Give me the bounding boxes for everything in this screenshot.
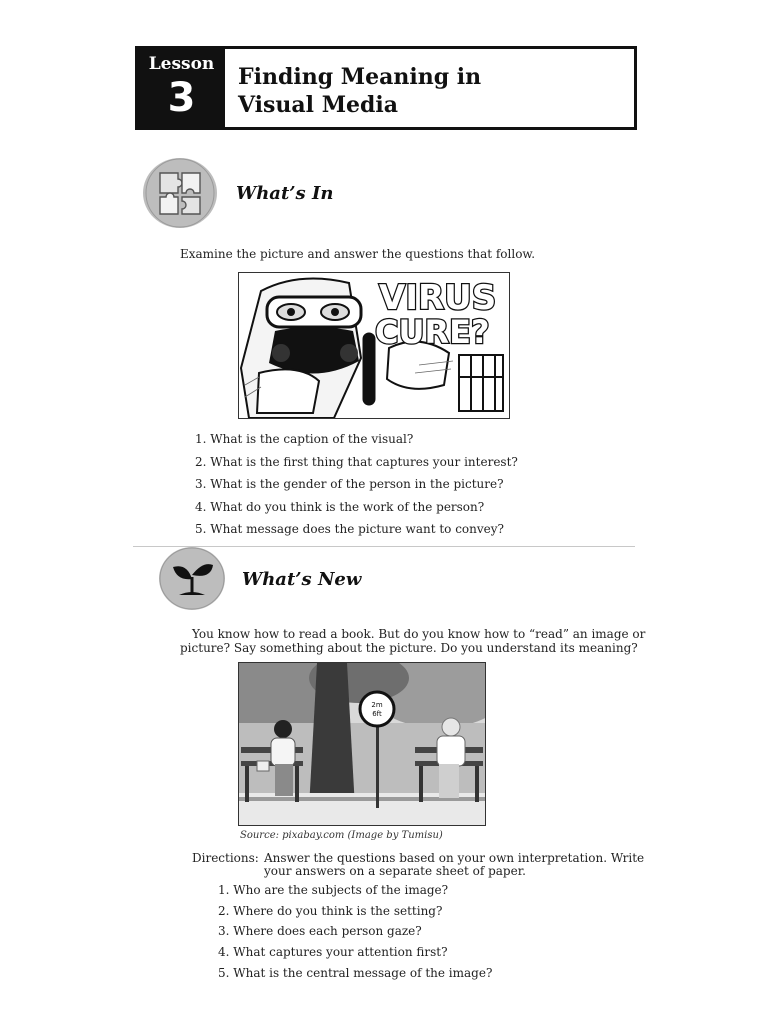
whats-in-title: What’s In xyxy=(236,183,334,204)
virus-cure-illustration xyxy=(238,272,510,419)
list-item: 1. Who are the subjects of the image? xyxy=(218,883,449,897)
lesson-title xyxy=(238,63,628,119)
whats-in-instruction: Examine the picture and answer the questions that follow. xyxy=(180,247,536,261)
lesson-title-line2: Visual Media xyxy=(238,92,399,118)
list-item: 3. Where does each person gaze? xyxy=(218,924,422,939)
lesson-label: Lesson xyxy=(148,54,215,74)
distance-sign-text-1: 2m xyxy=(371,701,383,709)
cure-text: CURE? xyxy=(375,313,490,351)
whats-in-questions xyxy=(195,430,615,543)
sprout-icon xyxy=(159,547,225,610)
lesson-title-line1: Finding Meaning in xyxy=(238,64,482,90)
list-item: 4. What captures your attention first? xyxy=(218,945,448,960)
park-photo xyxy=(238,662,486,826)
list-item: 4. What do you think is the work of the person? xyxy=(195,499,485,514)
whats-new-title: What’s New xyxy=(242,569,362,590)
list-item: 5. What is the central message of the image? xyxy=(218,965,493,980)
whats-new-paragraph-line2: picture? Say something about the picture. Do you understand its meaning? xyxy=(180,641,638,655)
whats-new-questions xyxy=(218,881,618,984)
whats-new-paragraph-line1: You know how to read a book. But do you know how to “read” an image or xyxy=(192,627,646,641)
lesson-header xyxy=(135,46,637,130)
list-item: 2. What is the first thing that captures your interest? xyxy=(195,454,518,469)
directions-line1: Answer the questions based on your own interpretation. Write xyxy=(264,851,645,865)
lesson-number: 3 xyxy=(167,75,196,121)
image-source: Source: pixabay.com (Image by Tumisu) xyxy=(240,830,443,841)
virus-text: VIRUS xyxy=(379,278,497,318)
directions-line2: your answers on a separate sheet of paper. xyxy=(264,864,526,878)
list-item: 2. Where do you think is the setting? xyxy=(218,903,443,918)
list-item: 3. What is the gender of the person in the picture? xyxy=(195,477,504,491)
directions-label: Directions: xyxy=(192,851,259,865)
puzzle-icon xyxy=(143,158,217,228)
list-item: 1. What is the caption of the visual? xyxy=(195,432,414,446)
lesson-badge xyxy=(138,49,225,127)
distance-sign-text-2: 6ft xyxy=(372,710,382,718)
list-item: 5. What message does the picture want to convey? xyxy=(195,522,504,536)
